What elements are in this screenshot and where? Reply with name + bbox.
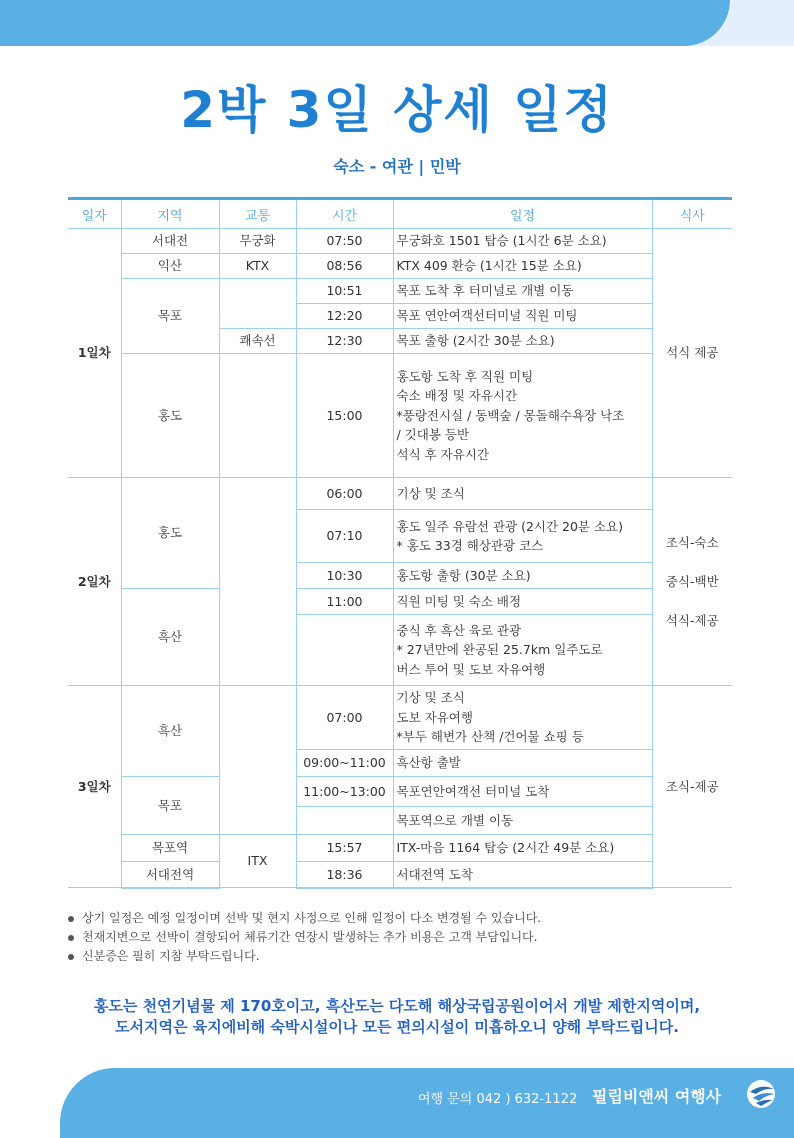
schedule-cell: 홍도항 도착 후 직원 미팅 숙소 배정 및 자유시간 *풍랑전시실 / 동백숲 / 몽돌해수욕장 낙조 / 깃대봉 등반 석식 후 자유시간 — [393, 354, 652, 478]
time-cell: 18:36 — [296, 862, 393, 888]
header-time: 시간 — [296, 199, 393, 229]
meal-cell: 조식-제공 — [652, 686, 732, 888]
day-label: 1일차 — [68, 229, 121, 478]
region-cell: 서대전 — [121, 229, 219, 254]
schedule-cell: 목포역으로 개별 이동 — [393, 807, 652, 835]
time-cell: 11:00 — [296, 589, 393, 615]
region-cell: 목포 — [121, 279, 219, 354]
transport-cell-empty — [219, 354, 296, 478]
table-header-row — [68, 199, 732, 229]
region-cell: 익산 — [121, 254, 219, 279]
transport-cell: 쾌속선 — [219, 329, 296, 354]
time-cell: 15:57 — [296, 835, 393, 862]
region-cell: 홍도 — [121, 478, 219, 589]
schedule-cell: 무궁화호 1501 탑승 (1시간 6분 소요) — [393, 229, 652, 254]
header-schedule: 일정 — [393, 199, 652, 229]
table-row — [68, 279, 732, 304]
top-decor-bar — [0, 0, 730, 46]
schedule-table — [68, 197, 732, 889]
region-cell: 흑산 — [121, 589, 219, 686]
schedule-cell: 목포 출항 (2시간 30분 소요) — [393, 329, 652, 354]
note-item: 천재지변으로 선박이 결항되어 체류기간 연장시 발생하는 추가 비용은 고객 부담입니다. — [68, 928, 541, 947]
schedule-cell: ITX-마음 1164 탑승 (2시간 49분 소요) — [393, 835, 652, 862]
day-label: 2일차 — [68, 478, 121, 686]
table-row — [68, 835, 732, 862]
warning-notice — [0, 996, 794, 1038]
schedule-cell: 서대전역 도착 — [393, 862, 652, 888]
time-cell: 07:00 — [296, 686, 393, 750]
table-row — [68, 777, 732, 807]
time-cell: 10:51 — [296, 279, 393, 304]
header-transport: 교통 — [219, 199, 296, 229]
time-cell: 07:50 — [296, 229, 393, 254]
time-cell: 07:10 — [296, 510, 393, 563]
time-cell — [296, 807, 393, 835]
schedule-cell: 흑산항 출발 — [393, 750, 652, 777]
schedule-cell: 목포 연안여객선터미널 직원 미팅 — [393, 304, 652, 329]
company-logo-icon — [744, 1079, 778, 1109]
header-meal: 식사 — [652, 199, 732, 229]
schedule-cell: 직원 미팅 및 숙소 배정 — [393, 589, 652, 615]
region-cell: 목포역 — [121, 835, 219, 862]
time-cell: 11:00~13:00 — [296, 777, 393, 807]
page-title: 2박 3일 상세 일정 — [180, 81, 614, 139]
warning-line: 홍도는 천연기념물 제 170호이고, 흑산도는 다도해 해상국립공원이어서 개발 제한지역이며, — [93, 997, 701, 1015]
table-row — [68, 478, 732, 510]
schedule-cell: 기상 및 조식 도보 자유여행 *부두 해변가 산책 /건어물 쇼핑 등 — [393, 686, 652, 750]
time-cell: 12:20 — [296, 304, 393, 329]
region-cell: 흑산 — [121, 686, 219, 777]
schedule-cell: 목포 도착 후 터미널로 개별 이동 — [393, 279, 652, 304]
transport-cell: 무궁화 — [219, 229, 296, 254]
meal-cell: 석식 제공 — [652, 229, 732, 478]
table-row — [68, 354, 732, 478]
page-subtitle: 숙소 - 여관 | 민박 — [333, 157, 461, 176]
region-cell: 서대전역 — [121, 862, 219, 888]
schedule-cell: 기상 및 조식 — [393, 478, 652, 510]
schedule-cell: 중식 후 흑산 육로 관광 * 27년만에 완공된 25.7km 일주도로 버스 투어 및 도보 자유여행 — [393, 615, 652, 686]
footer-company-name: 필립비앤씨 여행사 — [592, 1087, 722, 1106]
day-label: 3일차 — [68, 686, 121, 888]
table-row — [68, 589, 732, 615]
transport-cell-empty — [219, 686, 296, 835]
table-row — [68, 254, 732, 279]
region-cell: 홍도 — [121, 354, 219, 478]
schedule-cell: 목포연안여객선 터미널 도착 — [393, 777, 652, 807]
time-cell: 06:00 — [296, 478, 393, 510]
note-item: 상기 일정은 예정 일정이며 선박 및 현지 사정으로 인해 일정이 다소 변경될 수 있습니다. — [68, 909, 541, 928]
transport-cell-empty — [219, 478, 296, 686]
time-cell: 08:56 — [296, 254, 393, 279]
table-row — [68, 862, 732, 888]
time-cell: 10:30 — [296, 563, 393, 589]
transport-cell: ITX — [219, 835, 296, 888]
transport-cell: KTX — [219, 254, 296, 279]
time-cell — [296, 615, 393, 686]
schedule-cell: 홍도 일주 유람선 관광 (2시간 20분 소요) * 홍도 33경 해상관광 코스 — [393, 510, 652, 563]
schedule-cell: 홍도항 출항 (30분 소요) — [393, 563, 652, 589]
warning-line: 도서지역은 육지에비해 숙박시설이나 모든 편의시설이 미흡하오니 양해 부탁드립니다. — [115, 1018, 679, 1036]
meal-cell: 조식-숙소 중식-백반 석식-제공 — [652, 478, 732, 686]
time-cell: 12:30 — [296, 329, 393, 354]
header-day: 일자 — [68, 199, 121, 229]
table-row — [68, 229, 732, 254]
notes-list — [68, 909, 541, 966]
time-cell: 09:00~11:00 — [296, 750, 393, 777]
time-cell: 15:00 — [296, 354, 393, 478]
schedule-cell: KTX 409 환승 (1시간 15분 소요) — [393, 254, 652, 279]
note-item: 신분증은 필히 지참 부탁드립니다. — [68, 947, 541, 966]
footer-contact: 여행 문의 042 ) 632-1122 — [418, 1092, 578, 1107]
header-region: 지역 — [121, 199, 219, 229]
transport-cell-empty — [219, 279, 296, 329]
region-cell: 목포 — [121, 777, 219, 835]
table-row — [68, 686, 732, 750]
